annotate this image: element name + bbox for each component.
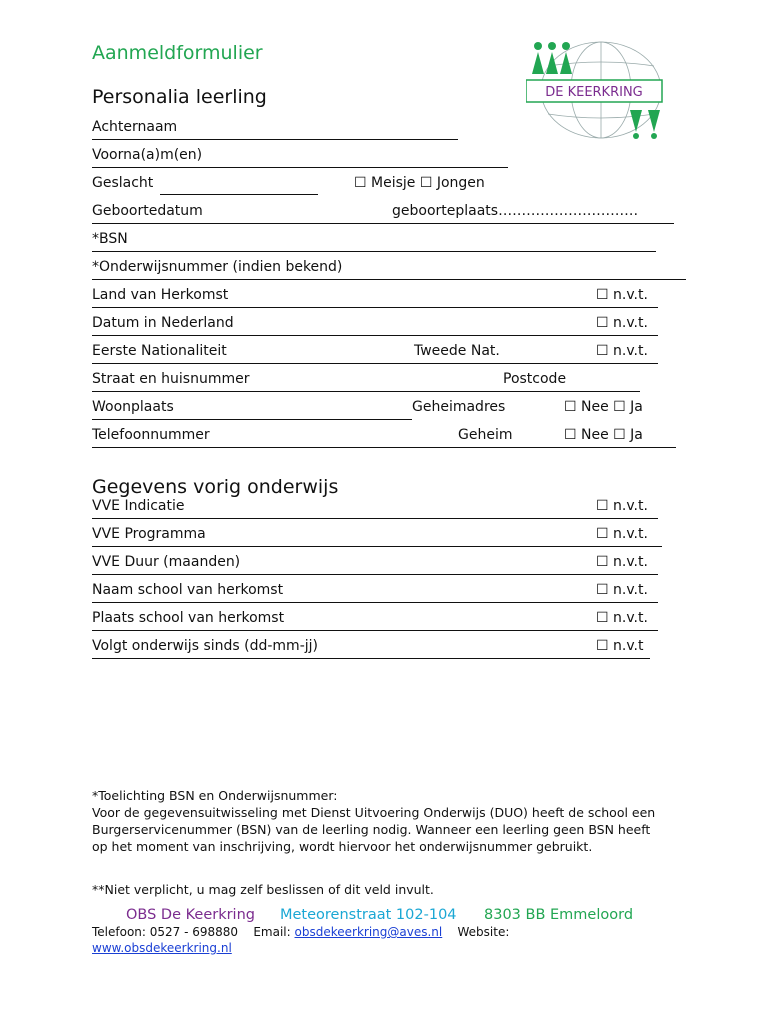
nvt-checkbox[interactable]: ☐ n.v.t. — [596, 343, 648, 359]
voornamen-field[interactable] — [92, 147, 508, 168]
geheimadres-options[interactable]: ☐ Nee ☐ Ja — [564, 399, 643, 415]
footer-email-link[interactable]: obsdekeerkring@aves.nl — [294, 925, 443, 939]
achternaam-field[interactable] — [92, 119, 458, 140]
straat-field[interactable] — [92, 371, 640, 392]
section1-heading: Personalia leerling — [92, 86, 267, 108]
onderwijsnummer-field[interactable] — [92, 259, 686, 280]
tweede-nat-label: Tweede Nat. — [414, 343, 500, 359]
datum-in-nederland-field[interactable] — [92, 315, 658, 336]
footer-school-name: OBS De Keerkring — [126, 907, 255, 923]
telefoonnummer-field[interactable] — [92, 427, 676, 448]
footer-street: Meteorenstraat 102-104 — [280, 907, 457, 923]
field-label: Telefoonnummer — [92, 427, 210, 443]
geboorteplaats-label: geboorteplaats………………………… — [392, 203, 639, 219]
geslacht-options[interactable]: ☐ Meisje ☐ Jongen — [354, 175, 485, 191]
geslacht-line — [160, 175, 318, 195]
postcode-label: Postcode — [503, 371, 567, 387]
geboortedatum-field[interactable] — [92, 203, 674, 224]
footer-email-label: Email: — [253, 925, 291, 939]
field-label: Land van Herkomst — [92, 287, 229, 303]
school-logo — [526, 38, 676, 142]
nationaliteit-field[interactable] — [92, 343, 658, 364]
field-label: Voorna(a)m(en) — [92, 147, 203, 163]
field-label: Geboortedatum — [92, 203, 203, 219]
field-label: VVE Duur (maanden) — [92, 554, 241, 570]
onderwijs-sinds-field[interactable] — [92, 638, 650, 659]
field-label: Plaats school van herkomst — [92, 610, 285, 626]
footer-city: 8303 BB Emmeloord — [484, 907, 634, 923]
nvt-checkbox[interactable]: ☐ n.v.t. — [596, 554, 648, 570]
nvt-checkbox[interactable]: ☐ n.v.t. — [596, 582, 648, 598]
vve-duur-field[interactable] — [92, 554, 658, 575]
field-label: VVE Programma — [92, 526, 206, 542]
nvt-checkbox[interactable]: ☐ n.v.t. — [596, 498, 648, 514]
geslacht-field — [92, 175, 500, 195]
land-van-herkomst-field[interactable] — [92, 287, 658, 308]
logo-text: DE KEERKRING — [545, 85, 643, 100]
field-label: Achternaam — [92, 119, 178, 135]
footer-website-label: Website: — [457, 925, 510, 939]
nvt-checkbox[interactable]: ☐ n.v.t. — [596, 315, 648, 331]
field-label: Volgt onderwijs sinds (dd-mm-jj) — [92, 638, 318, 654]
optional-note: **Niet verplicht, u mag zelf beslissen of dit veld invult. — [92, 882, 434, 897]
section2-heading: Gegevens vorig onderwijs — [92, 476, 339, 498]
plaats-school-field[interactable] — [92, 610, 658, 631]
vve-indicatie-field[interactable] — [92, 498, 658, 519]
nvt-checkbox[interactable]: ☐ n.v.t — [596, 638, 644, 654]
nvt-checkbox[interactable]: ☐ n.v.t. — [596, 287, 648, 303]
naam-school-field[interactable] — [92, 582, 658, 603]
field-label: Eerste Nationaliteit — [92, 343, 227, 359]
nvt-checkbox[interactable]: ☐ n.v.t. — [596, 610, 648, 626]
geheim-options[interactable]: ☐ Nee ☐ Ja — [564, 427, 643, 443]
footer-website-link[interactable]: www.obsdekeerkring.nl — [92, 941, 232, 955]
geheim-label: Geheim — [458, 427, 513, 443]
nvt-checkbox[interactable]: ☐ n.v.t. — [596, 526, 648, 542]
field-label: Geslacht — [92, 175, 154, 191]
bsn-note-heading: *Toelichting BSN en Onderwijsnummer: — [92, 788, 338, 803]
footer-contact — [92, 924, 652, 956]
bsn-field[interactable] — [92, 231, 656, 252]
woonplaats-field[interactable] — [92, 399, 643, 420]
field-label: *Onderwijsnummer (indien bekend) — [92, 259, 343, 275]
footer-phone: Telefoon: 0527 - 698880 — [92, 925, 239, 939]
field-label: VVE Indicatie — [92, 498, 185, 514]
vve-programma-field[interactable] — [92, 526, 662, 547]
geheimadres-label: Geheimadres — [412, 399, 506, 415]
field-label: *BSN — [92, 231, 128, 247]
field-label: Datum in Nederland — [92, 315, 234, 331]
field-label: Woonplaats — [92, 399, 174, 415]
field-label: Naam school van herkomst — [92, 582, 284, 598]
field-label: Straat en huisnummer — [92, 371, 250, 387]
page-title: Aanmeldformulier — [92, 42, 263, 64]
bsn-note-text: Voor de gegevensuitwisseling met Dienst Uitvoering Onderwijs (DUO) heeft de school een Burgerservicenummer (BSN) van de leerling nodig. Wanneer een leerling geen BSN heeft op het moment van inschrijving, wordt hiervoor het onderwijsnummer gebruikt. — [92, 805, 656, 854]
